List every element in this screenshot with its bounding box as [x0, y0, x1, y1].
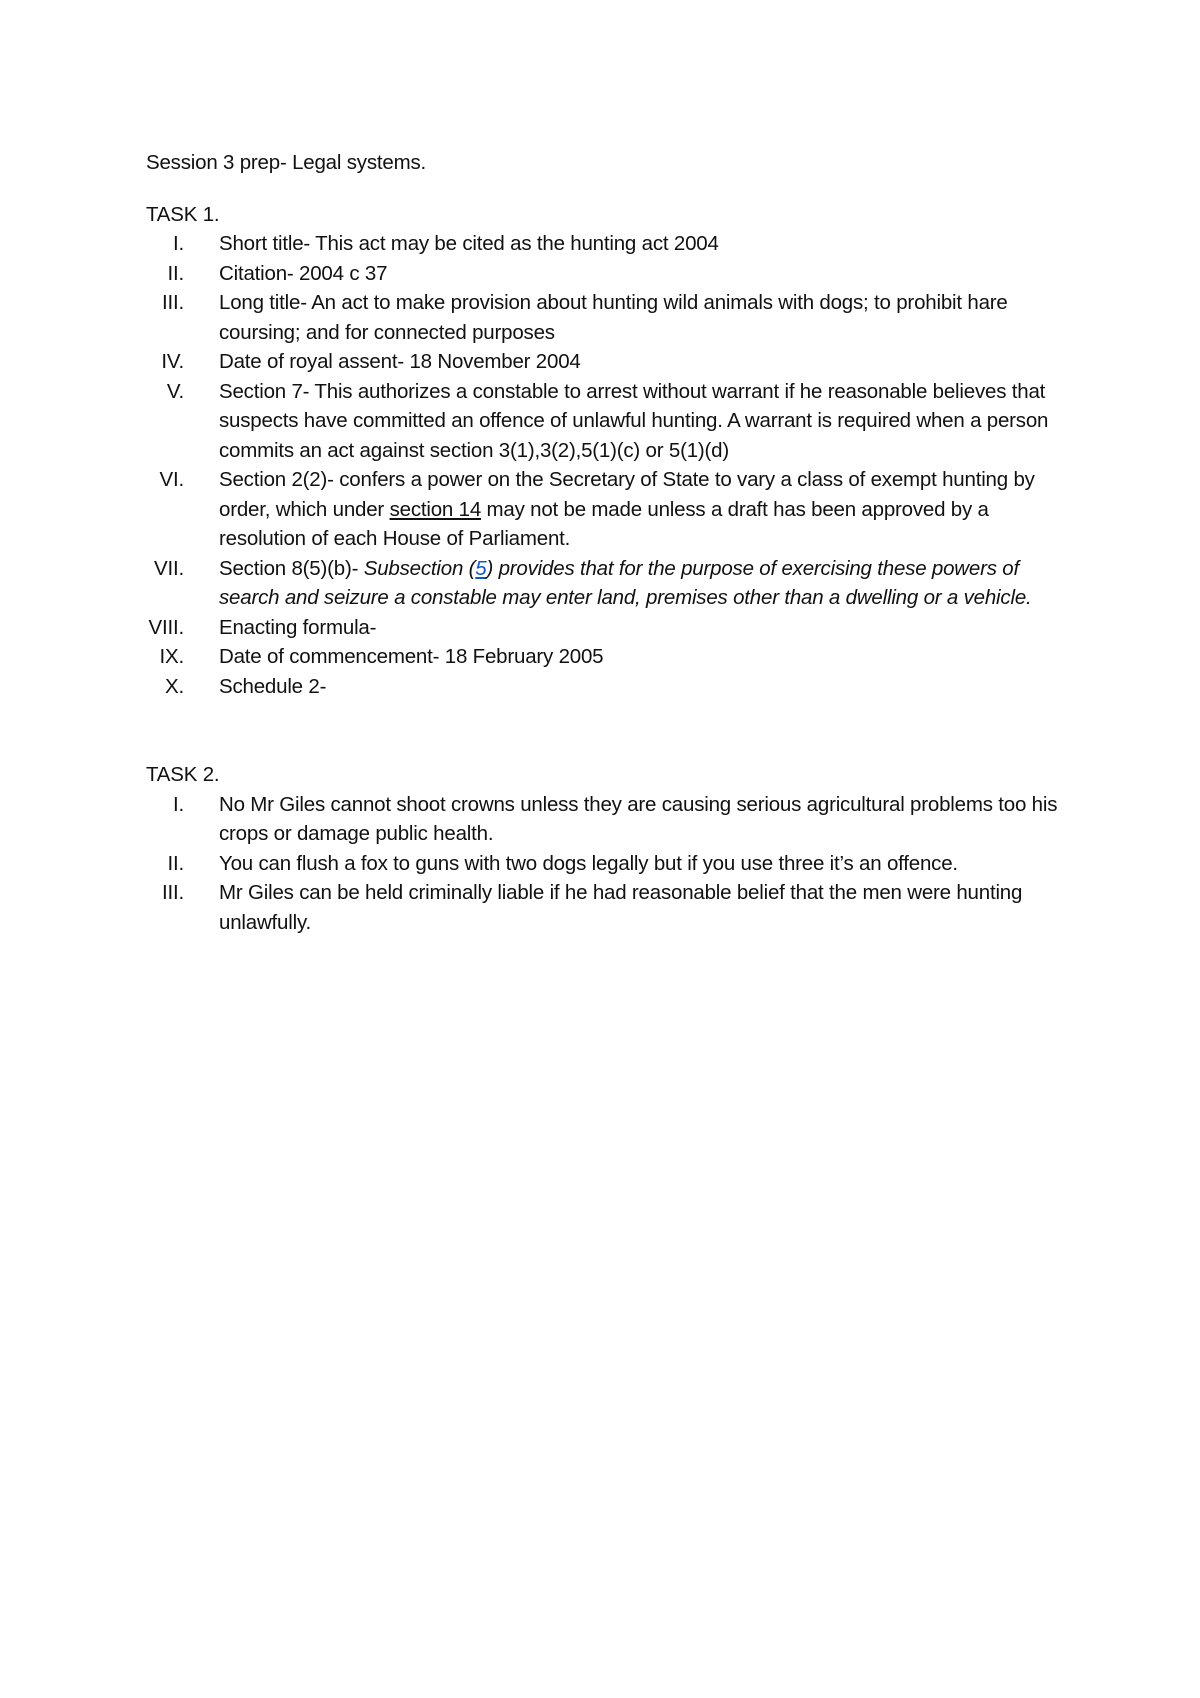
list-item — [146, 259, 1076, 289]
list-item — [146, 672, 1076, 702]
list-item-text: You can flush a fox to guns with two dogs legally but if you use three it’s an offence. — [219, 851, 958, 875]
list-item-text: Citation- 2004 c 37 — [219, 261, 388, 285]
list-item — [146, 878, 1076, 937]
list-item-text: Long title- An act to make provision about hunting wild animals with dogs; to prohibit hare coursing; and for connected purposes — [219, 291, 1008, 344]
list-item — [146, 642, 1076, 672]
list-item — [146, 613, 1076, 643]
list-item — [146, 377, 1076, 466]
list-item-number: I. — [173, 232, 184, 255]
list-item — [146, 465, 1076, 554]
list-item — [146, 790, 1076, 849]
task-2-heading: TASK 2. — [146, 763, 220, 786]
task-1-section — [146, 200, 1076, 702]
list-item-text: Section 7- This authorizes a constable to arrest without warrant if he reasonable believes that suspects have committed an offence of unlawful hunting. A warrant is required when a person commits an act against section 3(1),3(2),5(1)(c) or 5(1)(d) — [219, 379, 1049, 462]
document-title: Session 3 prep- Legal systems. — [146, 151, 426, 174]
list-item-number: II. — [167, 261, 184, 285]
list-item-text — [219, 468, 1035, 550]
subsection-quote-end: ) provides that for the purpose of exercising these powers of search and seizure a constable may enter land, premises other than a dwelling or a vehicle. — [219, 556, 1032, 609]
task-1-list — [146, 229, 1076, 701]
list-item-number: IX. — [159, 645, 184, 668]
list-item-text: Short title- This act may be cited as the hunting act 2004 — [219, 232, 719, 255]
list-item-text-start: Section 8(5)(b)- — [219, 556, 364, 580]
task-2-list — [146, 790, 1076, 938]
list-item-text-start: Section 2(2)- confers a power on the Secretary of State to vary a class of exempt hunting by order, which under — [219, 468, 1035, 521]
list-item-number: VI. — [159, 468, 184, 491]
subsection-5-link[interactable]: 5 — [475, 556, 487, 580]
list-item-text — [219, 557, 1032, 610]
document-page — [146, 148, 1076, 937]
task-1-heading: TASK 1. — [146, 202, 220, 226]
list-item — [146, 229, 1076, 259]
list-item — [146, 288, 1076, 347]
list-item-number: V. — [166, 379, 184, 403]
list-item-text: Date of royal assent- 18 November 2004 — [219, 350, 581, 373]
list-item-number: VIII. — [148, 615, 184, 639]
list-item-number: III. — [162, 291, 184, 314]
list-item-number: II. — [167, 851, 184, 875]
list-item-number: VII. — [154, 556, 184, 580]
list-item — [146, 849, 1076, 879]
list-item-text: Mr Giles can be held criminally liable if he had reasonable belief that the men were hunting unlawfully. — [219, 881, 1023, 934]
subsection-quote-start: Subsection ( — [363, 556, 476, 580]
list-item-text: Schedule 2- — [219, 674, 327, 698]
list-item-number: IV. — [161, 350, 184, 373]
list-item-text-end: may not be made unless a draft has been approved by a resolution of each House of Parliament. — [219, 497, 989, 550]
list-item — [146, 554, 1076, 613]
list-item-text: Enacting formula- — [219, 615, 377, 639]
list-item-number: I. — [173, 792, 184, 816]
section-14-reference: section 14 — [389, 497, 482, 521]
list-item — [146, 347, 1076, 377]
list-item-number: III. — [162, 881, 184, 904]
list-item-text: No Mr Giles cannot shoot crowns unless they are causing serious agricultural problems too his crops or damage public health. — [219, 792, 1058, 845]
task-2-section — [146, 760, 1076, 937]
list-item-text: Date of commencement- 18 February 2005 — [219, 645, 604, 668]
list-item-number: X. — [165, 674, 184, 698]
